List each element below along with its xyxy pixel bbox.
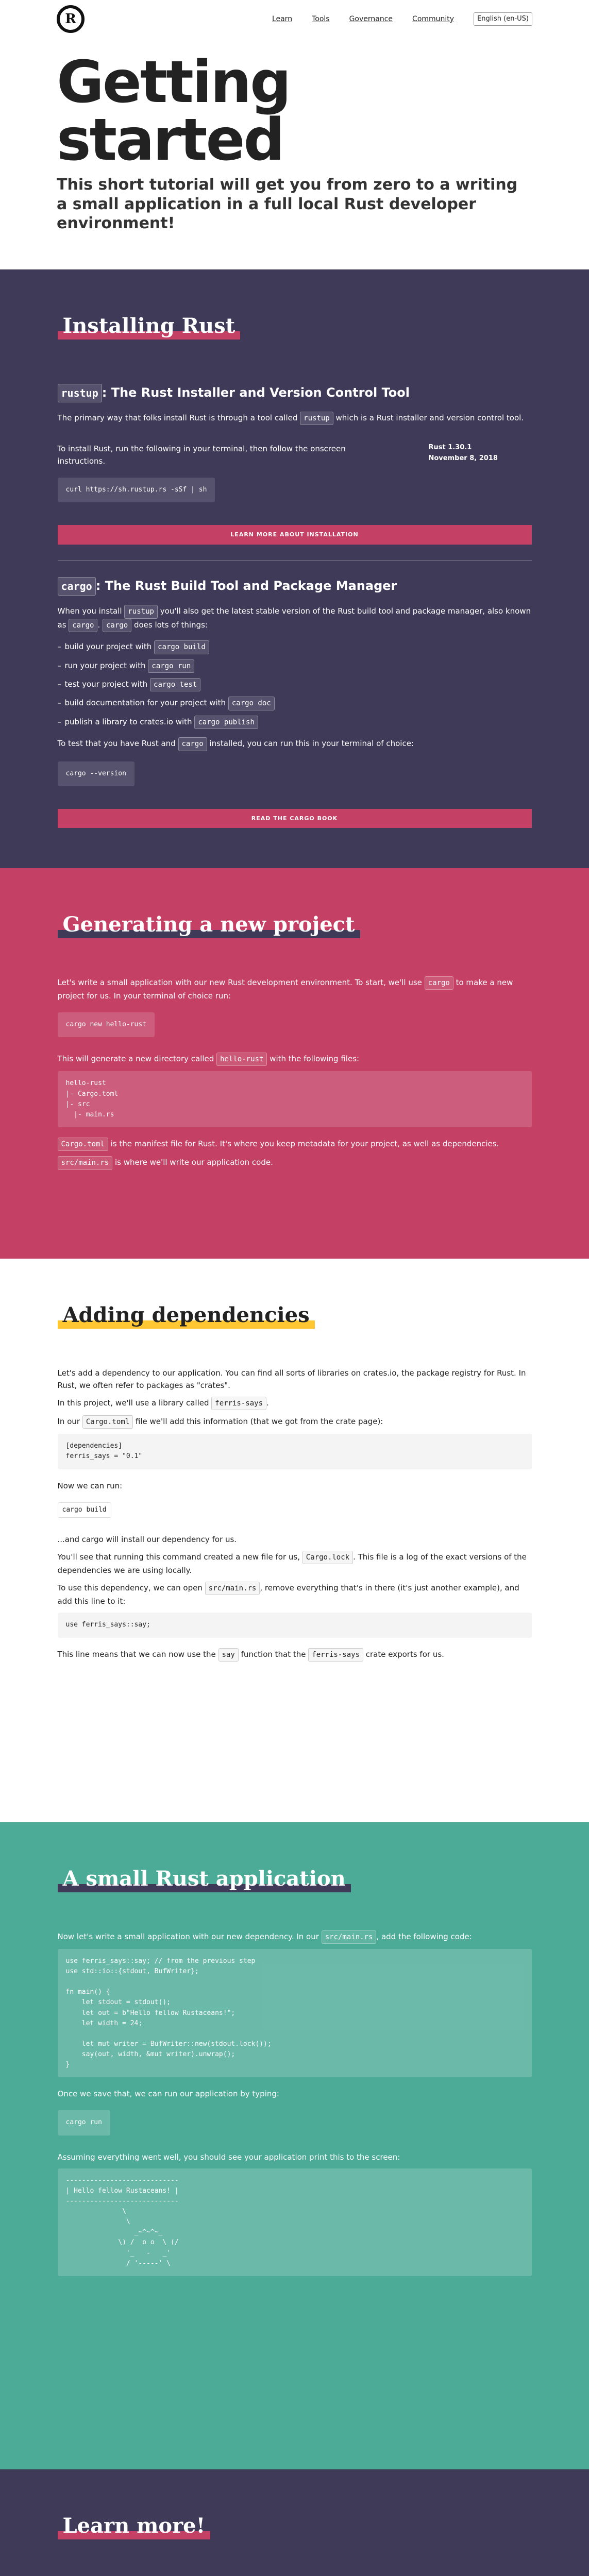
ferris-output: ---------------------------- | Hello fellow Rustaceans! | ---------------------------- \ \ _~^~^~_ \) / o o \ (/ '_ - _' / '-----' \ bbox=[58, 2168, 532, 2276]
deps-toml-text: In our Cargo.toml file we'll add this information (that we got from the crate page): bbox=[58, 1415, 532, 1429]
page-title: Getting started bbox=[57, 49, 290, 174]
list-item: – test your project with cargo test bbox=[58, 678, 532, 691]
page-subtitle: This short tutorial will get you from zero to a writing a small application in a full local Rust developer environment! bbox=[57, 176, 518, 232]
curl-command[interactable]: curl https://sh.rustup.rs -sSf | sh bbox=[58, 478, 215, 502]
nav-tools[interactable]: Tools bbox=[312, 14, 330, 23]
app-heading: A small Rust application bbox=[58, 1869, 351, 1889]
section-installing-rust bbox=[0, 269, 589, 868]
install-row bbox=[58, 437, 532, 513]
main-rs-code: use ferris_says::say; // from the previous step use std::io::{stdout, BufWriter}; fn main() { let stdout = stdout(); let out = b"Hello fellow Rustaceans!"; let width = 24; let mut writer = BufWriter::new(stdout.lock()); say(out, width, &mut writer).unwrap(); } bbox=[58, 1949, 532, 2078]
cargo-toml-text: Cargo.toml is the manifest file for Rust. It's where you keep metadata for your project, as well as dependencies. bbox=[58, 1138, 532, 1151]
nav-learn[interactable]: Learn bbox=[272, 14, 293, 23]
top-nav bbox=[0, 0, 589, 38]
generate-heading: Generating a new project bbox=[58, 914, 360, 935]
cargo-lock-text: You'll see that running this command created a new file for us, Cargo.lock . This file is a log of the exact versions of the dependencies we are using locally. bbox=[58, 1551, 532, 1577]
rustup-heading: rustup : The Rust Installer and Version Control Tool bbox=[58, 383, 532, 402]
list-item: – build your project with cargo build bbox=[58, 640, 532, 654]
directory-tree: hello-rust |- Cargo.toml |- src |- main.rs bbox=[58, 1071, 532, 1127]
deps-heading: Adding dependencies bbox=[58, 1305, 315, 1326]
app-output-text: Assuming everything went well, you should see your application print this to the screen: bbox=[57, 2152, 400, 2162]
dependencies-block: [dependencies] ferris_says = "0.1" bbox=[58, 1434, 532, 1469]
learn-heading: Learn more! bbox=[58, 2516, 211, 2536]
section-generating-project bbox=[0, 868, 589, 1259]
deps-install-text: ...and cargo will install our dependency for us. bbox=[57, 1534, 237, 1544]
cargo-features-list bbox=[58, 640, 532, 729]
deps-intro: Let's add a dependency to our application. You can find all sorts of libraries on crates.io, the package registry for Rust. In Rust, we often refer to packages as "crates". bbox=[57, 1368, 526, 1390]
rustup-intro: The primary way that folks install Rust is through a tool called rustup which is a Rust installer and version control tool. bbox=[58, 412, 532, 425]
say-function-text: This line means that we can now use the say function that the ferris-says crate exports for us. bbox=[58, 1648, 532, 1662]
cargo-intro: When you install rustup you'll also get the latest stable version of the Rust build tool and package manager, also known as cargo . cargo does lots of things: bbox=[58, 605, 532, 632]
release-info bbox=[429, 437, 532, 513]
install-heading: Installing Rust bbox=[58, 316, 241, 336]
language-select[interactable]: English (en-US) bbox=[474, 12, 532, 26]
deps-library: In this project, we'll use a library called ferris-says . bbox=[58, 1397, 532, 1410]
generate-intro: Let's write a small application with our new Rust development environment. To start, we'll use cargo to make a new project for us. In your terminal of choice run: bbox=[58, 976, 532, 1002]
rust-version: Rust 1.30.1 bbox=[428, 444, 472, 452]
nav-community[interactable]: Community bbox=[412, 14, 455, 23]
app-intro: Now let's write a small application with our new dependency. In our src/main.rs , add the following code: bbox=[58, 1930, 532, 1944]
cargo-heading: cargo : The Rust Build Tool and Package Manager bbox=[58, 576, 532, 596]
use-statement: use ferris_says::say; bbox=[58, 1613, 532, 1637]
cargo-test-text: To test that you have Rust and cargo installed, you can run this in your terminal of choice: bbox=[58, 737, 532, 751]
section-adding-dependencies bbox=[0, 1259, 589, 1822]
cargo-new-command[interactable]: cargo new hello-rust bbox=[58, 1012, 155, 1037]
cargo-version-command[interactable]: cargo --version bbox=[58, 761, 134, 786]
release-date: November 8, 2018 bbox=[428, 454, 498, 463]
generate-dir-text: This will generate a new directory called hello-rust with the following files: bbox=[58, 1053, 532, 1066]
main-rs-text: src/main.rs is where we'll write our application code. bbox=[58, 1156, 532, 1170]
nav-governance[interactable]: Governance bbox=[349, 14, 393, 23]
rust-logo-icon[interactable]: R bbox=[57, 5, 85, 33]
install-instructions: To install Rust, run the following in your terminal, then follow the onscreen instructions. bbox=[57, 444, 346, 466]
cargo-book-button[interactable]: READ THE CARGO BOOK bbox=[58, 809, 532, 828]
app-save-text: Once we save that, we can run our application by typing: bbox=[57, 2089, 279, 2099]
deps-run-text: Now we can run: bbox=[57, 1481, 123, 1490]
section-small-application bbox=[0, 1822, 589, 2469]
divider bbox=[58, 560, 532, 561]
cargo-build-command[interactable]: cargo build bbox=[58, 1502, 111, 1518]
list-item: – publish a library to crates.io with cargo publish bbox=[58, 716, 532, 729]
list-item: – build documentation for your project with cargo doc bbox=[58, 697, 532, 710]
use-dep-text: To use this dependency, we can open src/main.rs , remove everything that's in there (it's just another example), and add this line to it: bbox=[58, 1582, 532, 1607]
section-learn-more bbox=[0, 2469, 589, 2576]
list-item: – run your project with cargo run bbox=[58, 659, 532, 673]
learn-installation-button[interactable]: LEARN MORE ABOUT INSTALLATION bbox=[58, 525, 532, 545]
nav-links bbox=[272, 12, 532, 26]
hero bbox=[0, 38, 589, 269]
cargo-run-command[interactable]: cargo run bbox=[58, 2110, 110, 2135]
